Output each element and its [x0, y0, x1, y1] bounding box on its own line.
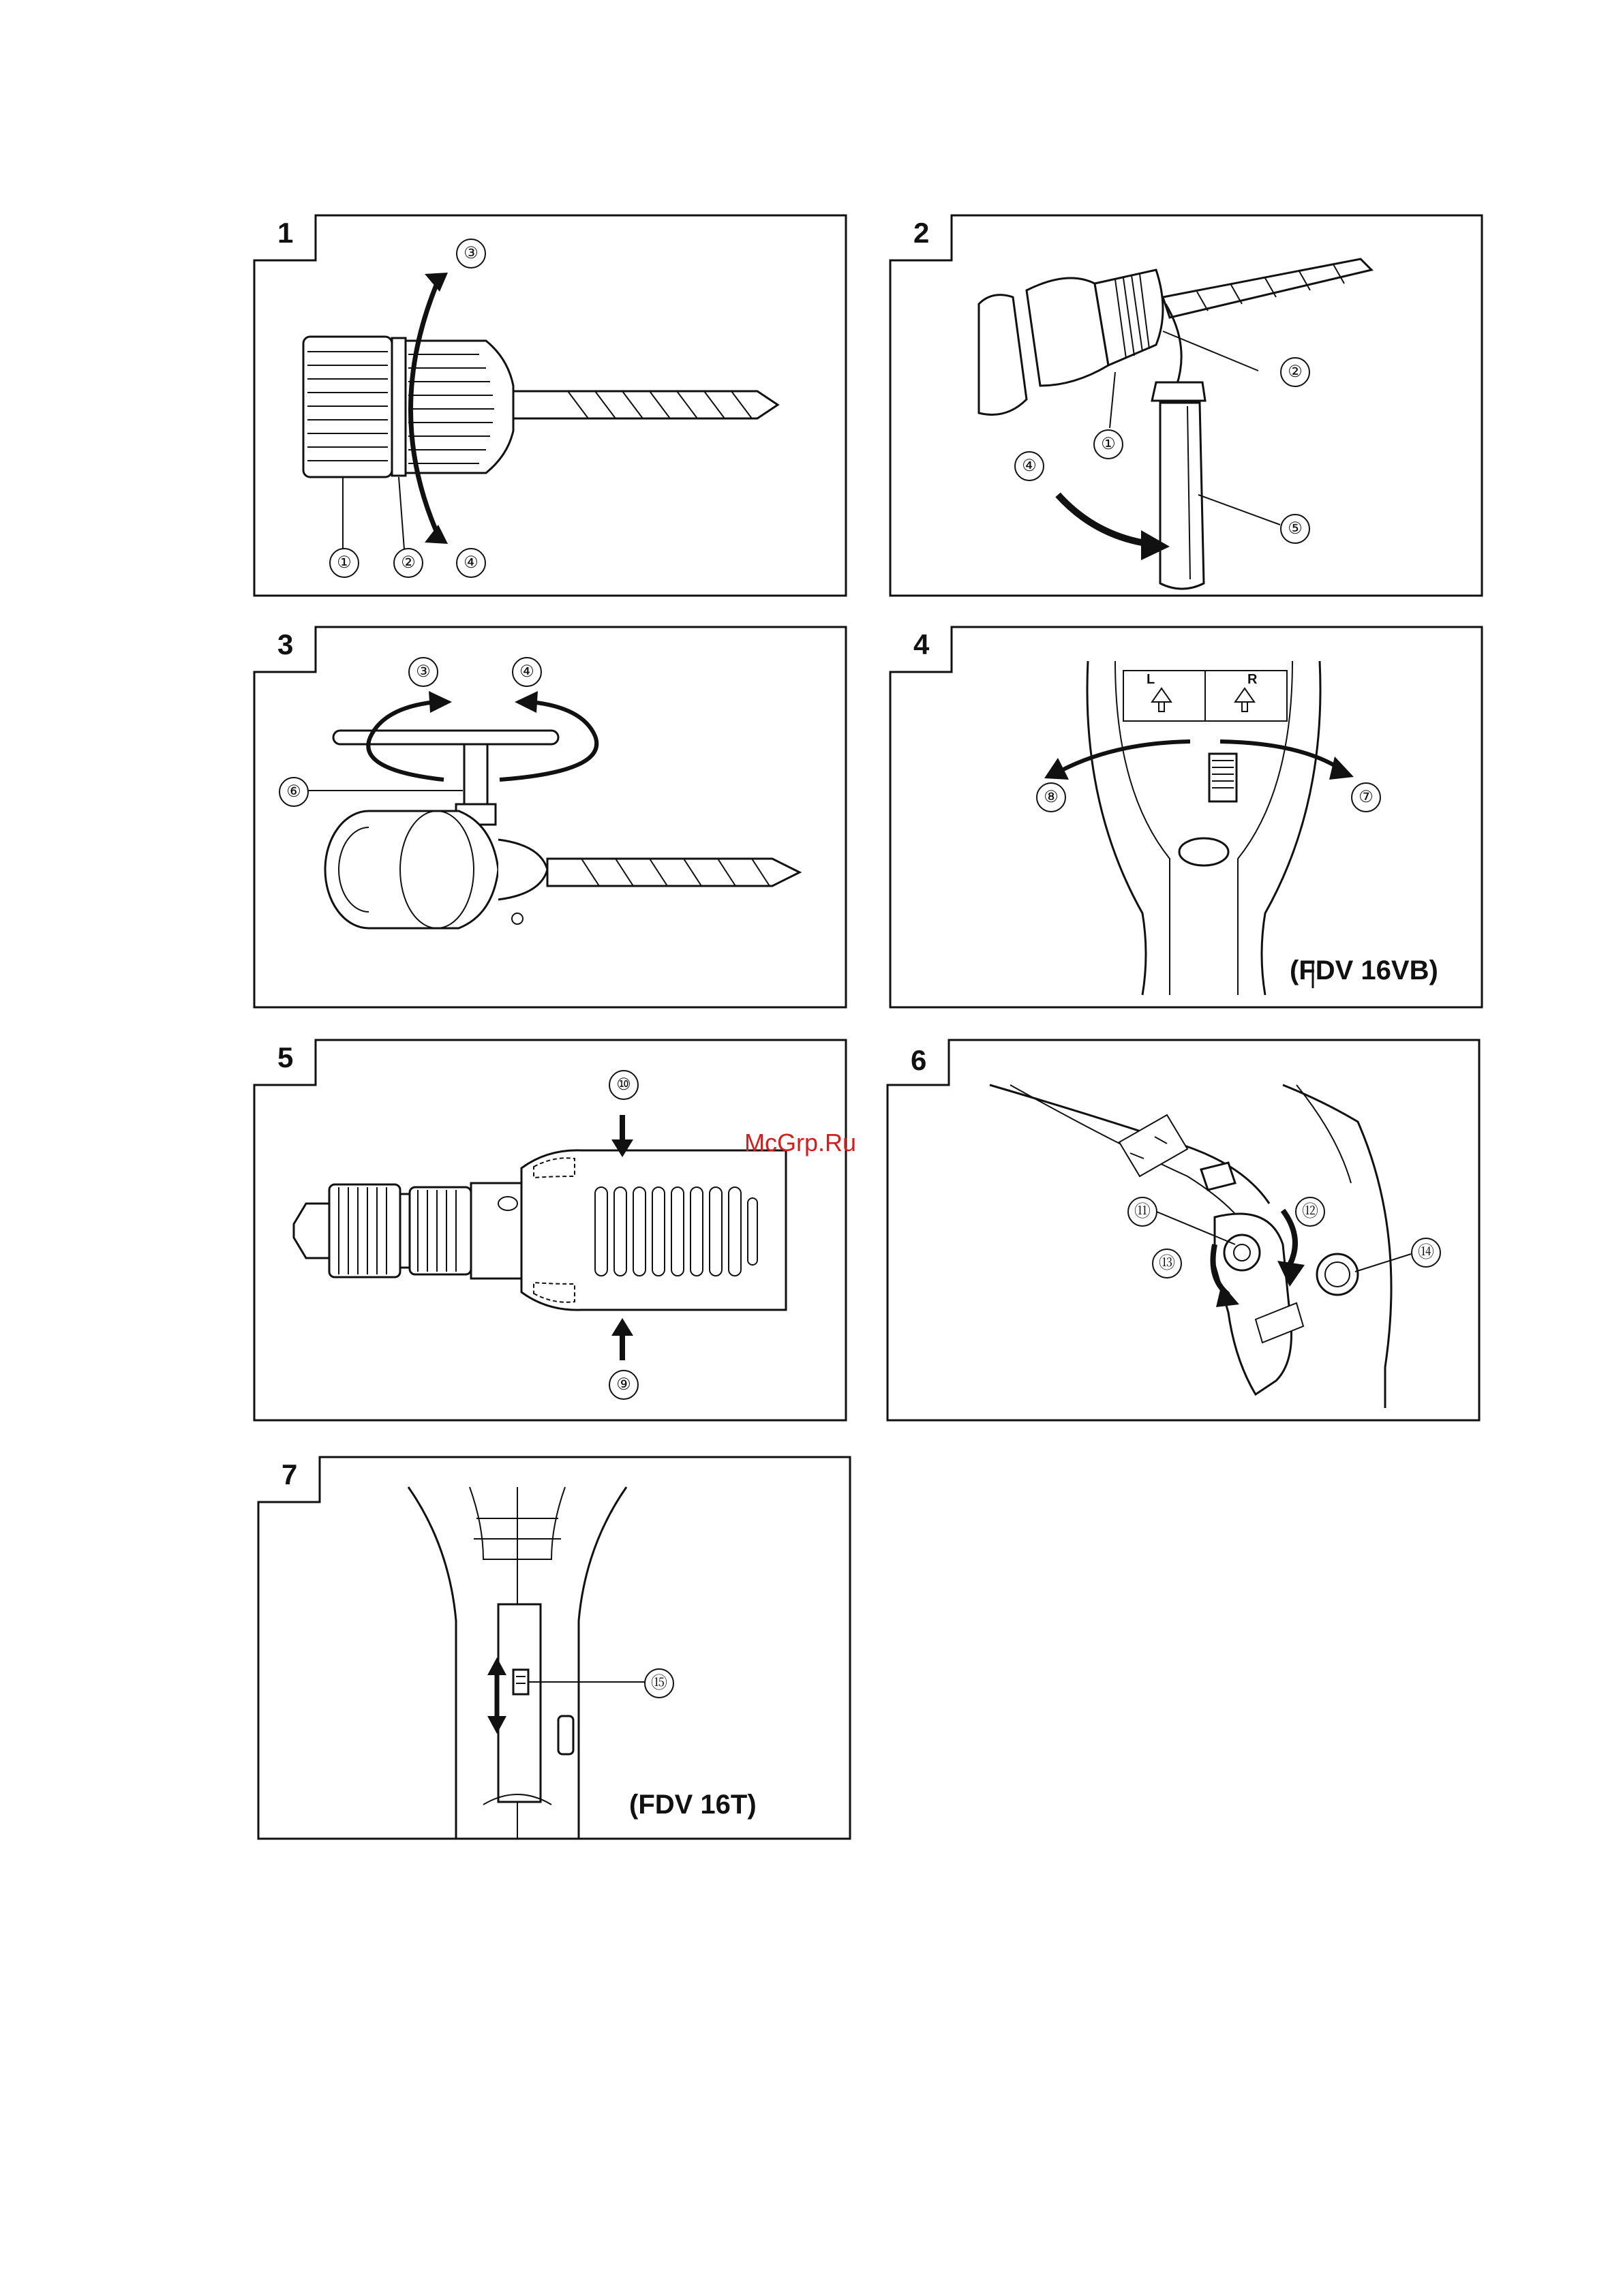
figure-5 — [254, 1040, 847, 1422]
callout-9: ⑨ — [609, 1370, 639, 1400]
callout-1: ① — [329, 548, 359, 578]
callout-14: ⑭ — [1411, 1238, 1441, 1268]
callout-4: ④ — [1014, 451, 1044, 481]
figure-4-drawing — [890, 627, 1483, 1009]
callout-1: ① — [1093, 429, 1123, 459]
figure-6-number: 6 — [911, 1044, 927, 1076]
callout-8: ⑧ — [1036, 782, 1066, 812]
figure-3 — [254, 627, 847, 1009]
callout-3: ③ — [456, 239, 486, 269]
figure-7-drawing — [258, 1457, 851, 1840]
watermark-text: McGrp.Ru — [744, 1129, 857, 1157]
figure-3-drawing — [254, 627, 847, 1009]
figure-7 — [258, 1457, 851, 1840]
figure-2-drawing — [890, 215, 1483, 597]
callout-2: ② — [1280, 357, 1310, 387]
figure-3-number: 3 — [277, 628, 294, 660]
figure-4-number: 4 — [913, 628, 930, 660]
callout-12: ⑫ — [1295, 1197, 1325, 1227]
figure-5-drawing — [254, 1040, 847, 1422]
switch-label-l: L — [1147, 672, 1155, 687]
figure-1-number: 1 — [277, 217, 294, 249]
callout-3: ③ — [408, 657, 438, 687]
model-label: (FDV 16VB) — [1290, 955, 1438, 985]
figure-1-drawing — [254, 215, 847, 597]
figure-5-number: 5 — [277, 1041, 294, 1073]
callout-6: ⑥ — [279, 777, 309, 807]
callout-4: ④ — [512, 657, 542, 687]
figure-1 — [254, 215, 847, 597]
figure-7-number: 7 — [282, 1458, 298, 1490]
callout-11: ⑪ — [1127, 1197, 1157, 1227]
model-label: (FDV 16T) — [629, 1790, 757, 1820]
callout-2: ② — [393, 548, 423, 578]
switch-label-r: R — [1247, 672, 1258, 687]
figure-6-drawing — [888, 1040, 1481, 1422]
callout-10: ⑩ — [609, 1070, 639, 1100]
callout-13: ⑬ — [1152, 1249, 1182, 1279]
figure-2 — [890, 215, 1483, 597]
figure-6 — [888, 1040, 1481, 1422]
callout-4: ④ — [456, 548, 486, 578]
figure-2-number: 2 — [913, 217, 930, 249]
callout-7: ⑦ — [1351, 782, 1381, 812]
callout-15: ⑮ — [644, 1668, 674, 1698]
callout-5: ⑤ — [1280, 514, 1310, 544]
figure-4 — [890, 627, 1483, 1009]
